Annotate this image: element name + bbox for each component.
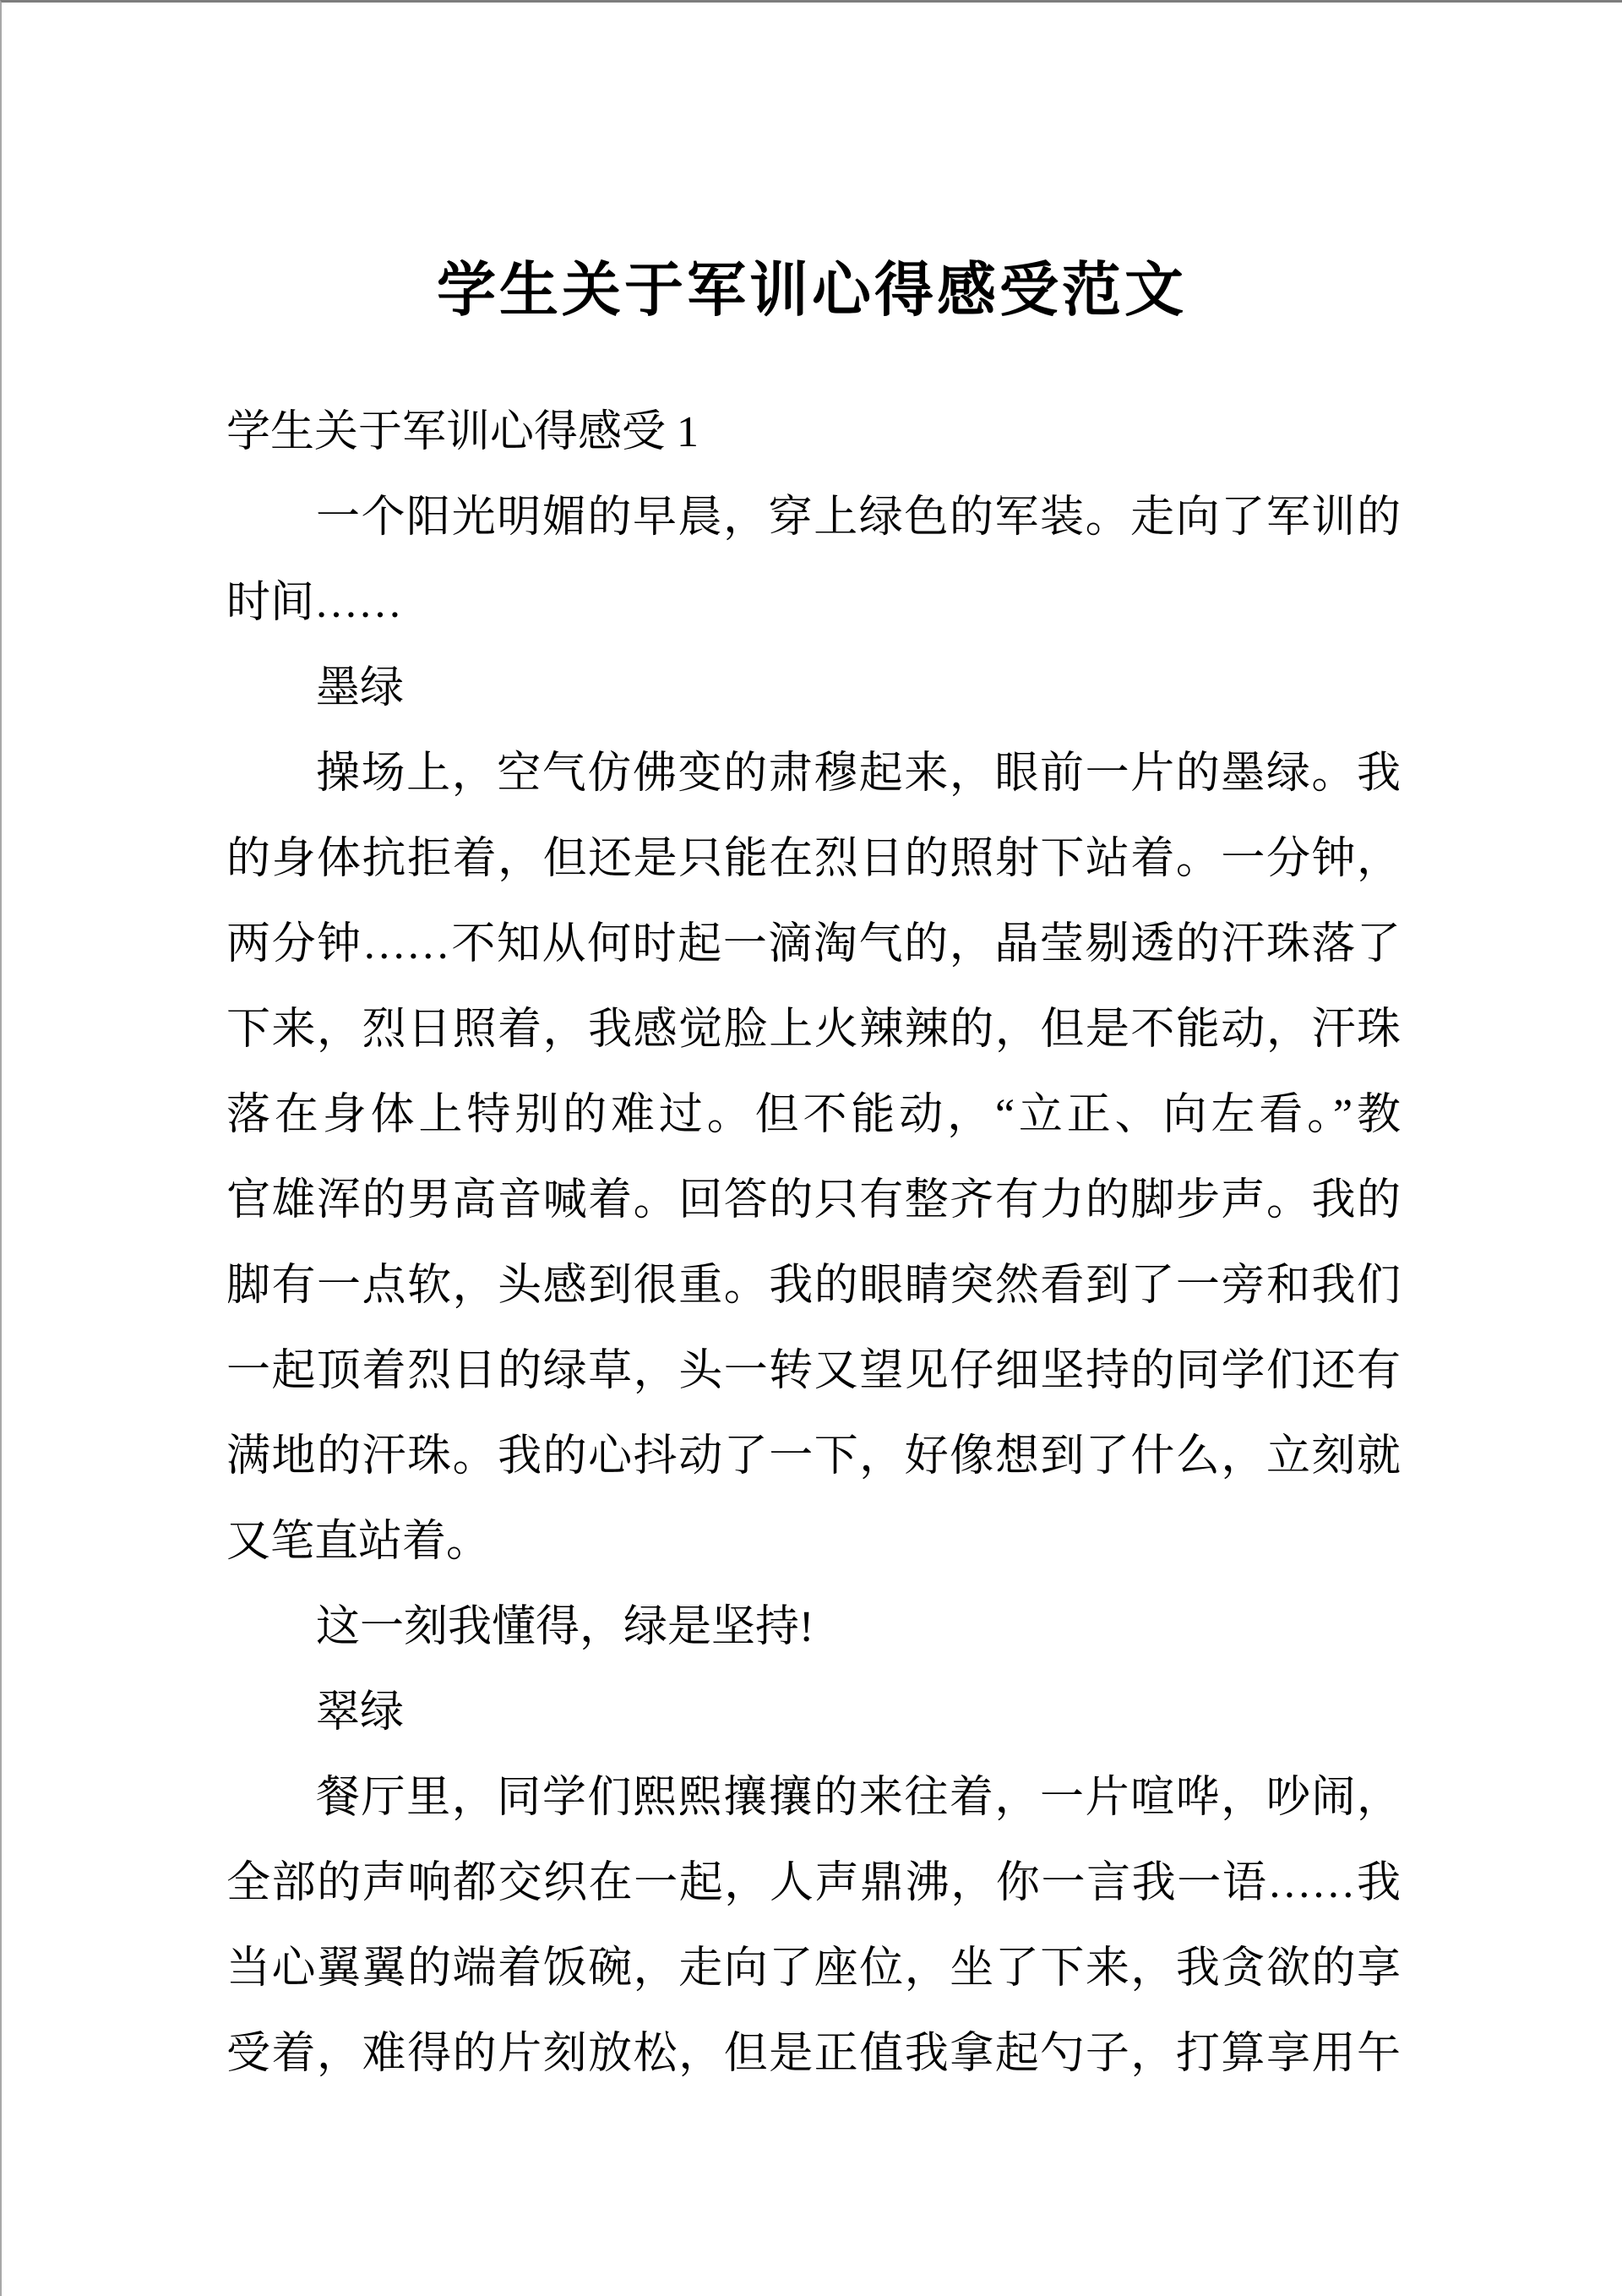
page-title: 学生关于军训心得感受范文 <box>437 259 1187 324</box>
text-line: 操场上，空气仿佛变的肃穆起来，眼前一片的墨绿。我 <box>316 750 1401 798</box>
text-line: 官雄浑的男高音喊着。回答的只有整齐有力的脚步声。我的 <box>226 1176 1401 1224</box>
text-line: 落在身体上特别的难过。但不能动，“立正、向左看。”教 <box>226 1091 1401 1139</box>
text-line: 时间…… <box>226 579 403 627</box>
text-line: 下来，烈日照着，我感觉脸上火辣辣的，但是不能动，汗珠 <box>226 1006 1401 1054</box>
text-line: 餐厅里，同学们熙熙攘攘的来往着，一片喧哗，吵闹， <box>316 1774 1401 1822</box>
text-line: 这一刻我懂得，绿是坚持! <box>316 1603 814 1651</box>
text-line: 当心翼翼的端着饭碗，走向了座位，坐了下来，我贪欲的享 <box>226 1944 1401 1993</box>
text-line: 满地的汗珠。我的心抖动了一下，好像想到了什么，立刻就 <box>226 1432 1401 1481</box>
text-line: 又笔直站着。 <box>226 1518 491 1566</box>
text-line: 学生关于军训心得感受 1 <box>226 408 699 456</box>
text-line: 受着，难得的片刻放松，但是正值我拿起勺子，打算享用午 <box>226 2030 1401 2078</box>
text-line: 两分钟……不知从何时起一滴淘气的，晶莹剔透的汗珠落了 <box>226 920 1401 968</box>
text-line: 一个阳光明媚的早晨，穿上绿色的军装。走向了军训的 <box>316 494 1401 542</box>
text-line: 脚有一点软，头感到很重。我的眼睛突然看到了一旁和我们 <box>226 1262 1401 1310</box>
text-line: 的身体抗拒着，但还是只能在烈日的照射下站着。一分钟， <box>226 835 1401 883</box>
text-line: 墨绿 <box>316 664 405 712</box>
text-line: 一起顶着烈日的绿草，头一转又望见仔细坚持的同学们还有 <box>226 1347 1401 1395</box>
text-line: 翠绿 <box>316 1688 405 1737</box>
text-line: 全部的声响都交织在一起，人声鼎沸，你一言我一语……我 <box>226 1859 1401 1907</box>
document-body <box>226 390 1401 2097</box>
